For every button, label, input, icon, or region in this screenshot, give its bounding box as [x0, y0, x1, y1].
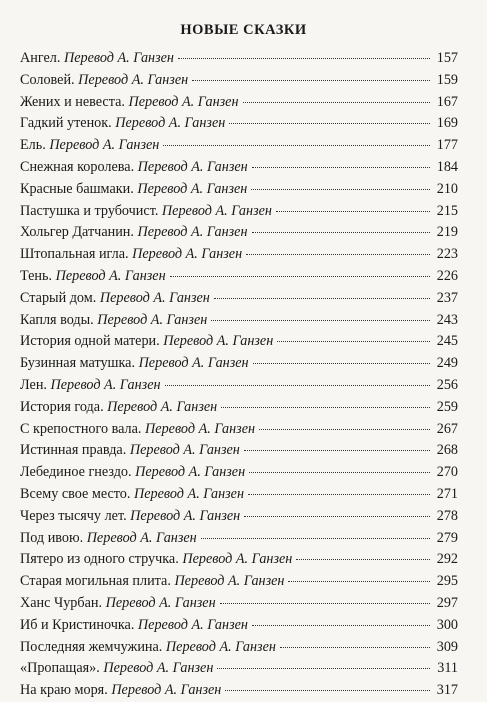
toc-entry — [20, 157, 458, 179]
entry-title-line — [20, 222, 248, 244]
entry-translator: Перевод А. Ганзен — [99, 289, 210, 306]
entry-page-number: 237 — [436, 289, 458, 306]
dot-leader — [201, 537, 430, 539]
dot-leader — [220, 602, 430, 604]
dot-leader — [253, 362, 430, 364]
dot-leader — [251, 188, 430, 190]
toc-entry — [20, 135, 458, 157]
dot-leader — [217, 667, 430, 669]
dot-leader — [259, 428, 430, 430]
entry-page-number: 271 — [436, 485, 458, 502]
entry-page-number: 267 — [436, 420, 458, 437]
entry-title-line — [20, 462, 245, 484]
entry-translator: Перевод А. Ганзен — [128, 93, 239, 110]
dot-leader — [163, 144, 430, 146]
entry-page-number: 279 — [436, 529, 458, 546]
entry-page-number: 245 — [436, 333, 458, 350]
toc-entry — [20, 528, 458, 550]
entry-title: Лебединое гнездо. — [20, 464, 132, 481]
toc-entry — [20, 70, 458, 92]
entry-page-number: 268 — [436, 442, 458, 459]
entry-page-number: 219 — [436, 224, 458, 241]
toc-entry — [20, 310, 458, 332]
entry-page-number: 270 — [436, 464, 458, 481]
entry-page-number: 223 — [436, 246, 458, 263]
entry-title-line — [20, 593, 216, 615]
entry-title: Ханс Чурбан. — [20, 594, 103, 611]
toc-entry — [20, 92, 458, 114]
entry-title-line — [20, 506, 240, 528]
entry-title-line — [20, 484, 244, 506]
entry-title: Соловей. — [20, 71, 75, 88]
dot-leader — [165, 384, 430, 386]
entry-title: Под ивою. — [20, 529, 84, 546]
entry-page-number: 169 — [436, 115, 458, 132]
entry-title-line — [20, 288, 210, 310]
entry-title-line — [20, 353, 249, 375]
entry-page-number: 295 — [436, 573, 458, 590]
toc-entry — [20, 375, 458, 397]
entry-title: Жених и невеста. — [20, 93, 125, 110]
entry-title-line — [20, 70, 188, 92]
dot-leader — [246, 253, 430, 255]
toc-entry — [20, 419, 458, 441]
entry-page-number: 297 — [436, 594, 458, 611]
entry-title: С крепостного вала. — [20, 420, 142, 437]
entry-page-number: 184 — [436, 158, 458, 175]
entry-page-number: 177 — [436, 137, 458, 154]
entry-translator: Перевод А. Ганзен — [63, 50, 174, 66]
toc-entry — [20, 113, 458, 135]
toc-entry — [20, 179, 458, 201]
entry-title-line — [20, 375, 161, 397]
entry-title-line — [20, 549, 292, 571]
toc-entry — [20, 440, 458, 462]
entry-page-number: 167 — [436, 93, 458, 110]
entry-translator: Перевод А. Ганзен — [129, 442, 240, 459]
entry-title-line — [20, 266, 166, 288]
entry-translator: Перевод А. Ганзен — [111, 682, 222, 699]
dot-leader — [280, 646, 430, 648]
entry-title-line — [20, 397, 217, 419]
toc-entry — [20, 288, 458, 310]
section-heading: НОВЫЕ СКАЗКИ — [180, 22, 307, 38]
dot-leader — [214, 297, 430, 299]
entry-title: Гадкий утенок. — [20, 115, 112, 132]
entry-translator: Перевод А. Ганзен — [78, 71, 189, 88]
toc-entry — [20, 462, 458, 484]
dot-leader — [252, 166, 430, 168]
entry-translator: Перевод А. Ганзен — [138, 355, 249, 372]
entry-title: Пятеро из одного стручка. — [20, 551, 179, 568]
toc-entry — [20, 637, 458, 659]
entry-title-line — [20, 113, 225, 135]
entry-translator: Перевод А. Ганзен — [103, 660, 214, 677]
toc-entry — [20, 484, 458, 506]
entry-title-line — [20, 157, 248, 179]
entry-title: Капля воды. — [20, 311, 94, 328]
entry-title-line — [20, 135, 159, 157]
dot-leader — [296, 558, 430, 560]
entry-title: Хольгер Датчанин. — [20, 224, 134, 241]
toc-entry — [20, 615, 458, 637]
entry-translator: Перевод А. Ганзен — [49, 137, 160, 154]
entry-title: Ель. — [20, 137, 46, 154]
entry-page-number: 243 — [436, 311, 458, 328]
entry-translator: Перевод А. Ганзен — [97, 311, 208, 328]
entry-translator: Перевод А. Ганзен — [145, 420, 256, 437]
entry-title: Пастушка и трубочист. — [20, 202, 159, 219]
dot-leader — [244, 515, 430, 517]
entry-translator: Перевод А. Ганзен — [135, 464, 246, 481]
dot-leader — [252, 624, 430, 626]
entry-page-number: 159 — [436, 71, 458, 88]
entry-page-number: 226 — [436, 267, 458, 284]
dot-leader — [249, 471, 430, 473]
entry-title: Штопальная игла. — [20, 246, 129, 263]
entry-translator: Перевод А. Ганзен — [163, 333, 274, 350]
entry-title: Всему свое место. — [20, 485, 131, 502]
entry-page-number: 157 — [436, 50, 458, 66]
toc-entry — [20, 680, 458, 702]
dot-leader — [288, 580, 430, 582]
dot-leader — [221, 406, 430, 408]
entry-title: История года. — [20, 398, 104, 415]
entry-title: Красные башмаки. — [20, 180, 134, 197]
toc-entry — [20, 48, 458, 70]
dot-leader — [277, 340, 430, 342]
entry-translator: Перевод А. Ганзен — [182, 551, 293, 568]
entry-page-number: 300 — [436, 616, 458, 633]
entry-page-number: 317 — [436, 682, 458, 699]
entry-page-number: 259 — [436, 398, 458, 415]
entry-title: Старая могильная плита. — [20, 573, 171, 590]
entry-page-number: 311 — [437, 660, 458, 677]
toc-entry — [20, 593, 458, 615]
toc-entry — [20, 331, 458, 353]
entry-title-line — [20, 615, 248, 637]
entry-title: Лен. — [20, 376, 47, 393]
entry-translator: Перевод А. Ганзен — [137, 616, 248, 633]
entry-page-number: 215 — [436, 202, 458, 219]
toc-entry — [20, 658, 458, 680]
entry-translator: Перевод А. Ганзен — [55, 267, 166, 284]
entry-page-number: 309 — [436, 638, 458, 655]
entry-title-line — [20, 658, 213, 680]
toc-entry — [20, 266, 458, 288]
entry-title: Последняя жемчужина. — [20, 638, 163, 655]
dot-leader — [211, 319, 430, 321]
entry-title: Снежная королева. — [20, 158, 135, 175]
dot-leader — [178, 57, 430, 59]
entry-translator: Перевод А. Ганзен — [137, 180, 248, 197]
entry-title-line — [20, 244, 242, 266]
entry-title: Тень. — [20, 267, 53, 284]
entry-translator: Перевод А. Ганзен — [161, 202, 272, 219]
toc-entry — [20, 506, 458, 528]
entry-translator: Перевод А. Ганзен — [137, 158, 248, 175]
entry-title: «Пропащая». — [20, 660, 100, 677]
entry-title: История одной матери. — [20, 333, 160, 350]
entry-title-line — [20, 528, 197, 550]
entry-title-line — [20, 637, 276, 659]
toc-entry — [20, 201, 458, 223]
entry-title: Ангел. — [20, 50, 61, 66]
entry-title-line — [20, 310, 207, 332]
entry-translator: Перевод А. Ганзен — [107, 398, 218, 415]
entry-page-number: 249 — [436, 355, 458, 372]
entry-page-number: 292 — [436, 551, 458, 568]
entry-translator: Перевод А. Ганзен — [174, 573, 285, 590]
dot-leader — [192, 79, 430, 81]
entry-translator: Перевод А. Ганзен — [165, 638, 276, 655]
dot-leader — [252, 231, 430, 233]
entry-translator: Перевод А. Ганзен — [50, 376, 161, 393]
entry-title: На краю моря. — [20, 682, 108, 699]
entry-title-line — [20, 571, 284, 593]
entry-page-number: 278 — [436, 507, 458, 524]
table-of-contents — [20, 48, 458, 702]
entry-translator: Перевод А. Ганзен — [132, 246, 243, 263]
entry-page-number: 256 — [436, 376, 458, 393]
entry-title-line — [20, 419, 255, 441]
entry-translator: Перевод А. Ганзен — [137, 224, 248, 241]
entry-title: Старый дом. — [20, 289, 97, 306]
entry-page-number: 210 — [436, 180, 458, 197]
entry-title: Иб и Кристиночка. — [20, 616, 135, 633]
toc-entry — [20, 549, 458, 571]
entry-title-line — [20, 201, 272, 223]
entry-title-line — [20, 331, 273, 353]
entry-translator: Перевод А. Ганзен — [105, 594, 216, 611]
toc-entry — [20, 571, 458, 593]
entry-translator: Перевод А. Ганзен — [115, 115, 226, 132]
dot-leader — [170, 275, 430, 277]
dot-leader — [243, 101, 431, 103]
entry-translator: Перевод А. Ганзен — [86, 529, 197, 546]
toc-entry — [20, 353, 458, 375]
dot-leader — [244, 449, 430, 451]
dot-leader — [225, 689, 430, 691]
dot-leader — [276, 210, 430, 212]
dot-leader — [229, 122, 430, 124]
toc-entry — [20, 222, 458, 244]
entry-title-line — [20, 92, 239, 114]
entry-translator: Перевод А. Ганзен — [134, 485, 245, 502]
entry-translator: Перевод А. Ганзен — [130, 507, 241, 524]
toc-entry — [20, 397, 458, 419]
entry-title: Бузинная матушка. — [20, 355, 136, 372]
entry-title-line — [20, 680, 221, 702]
entry-title: Истинная правда. — [20, 442, 127, 459]
toc-entry — [20, 244, 458, 266]
entry-title-line — [20, 440, 240, 462]
entry-title-line — [20, 179, 247, 201]
dot-leader — [248, 493, 430, 495]
entry-title: Через тысячу лет. — [20, 507, 127, 524]
entry-title-line — [20, 48, 174, 70]
